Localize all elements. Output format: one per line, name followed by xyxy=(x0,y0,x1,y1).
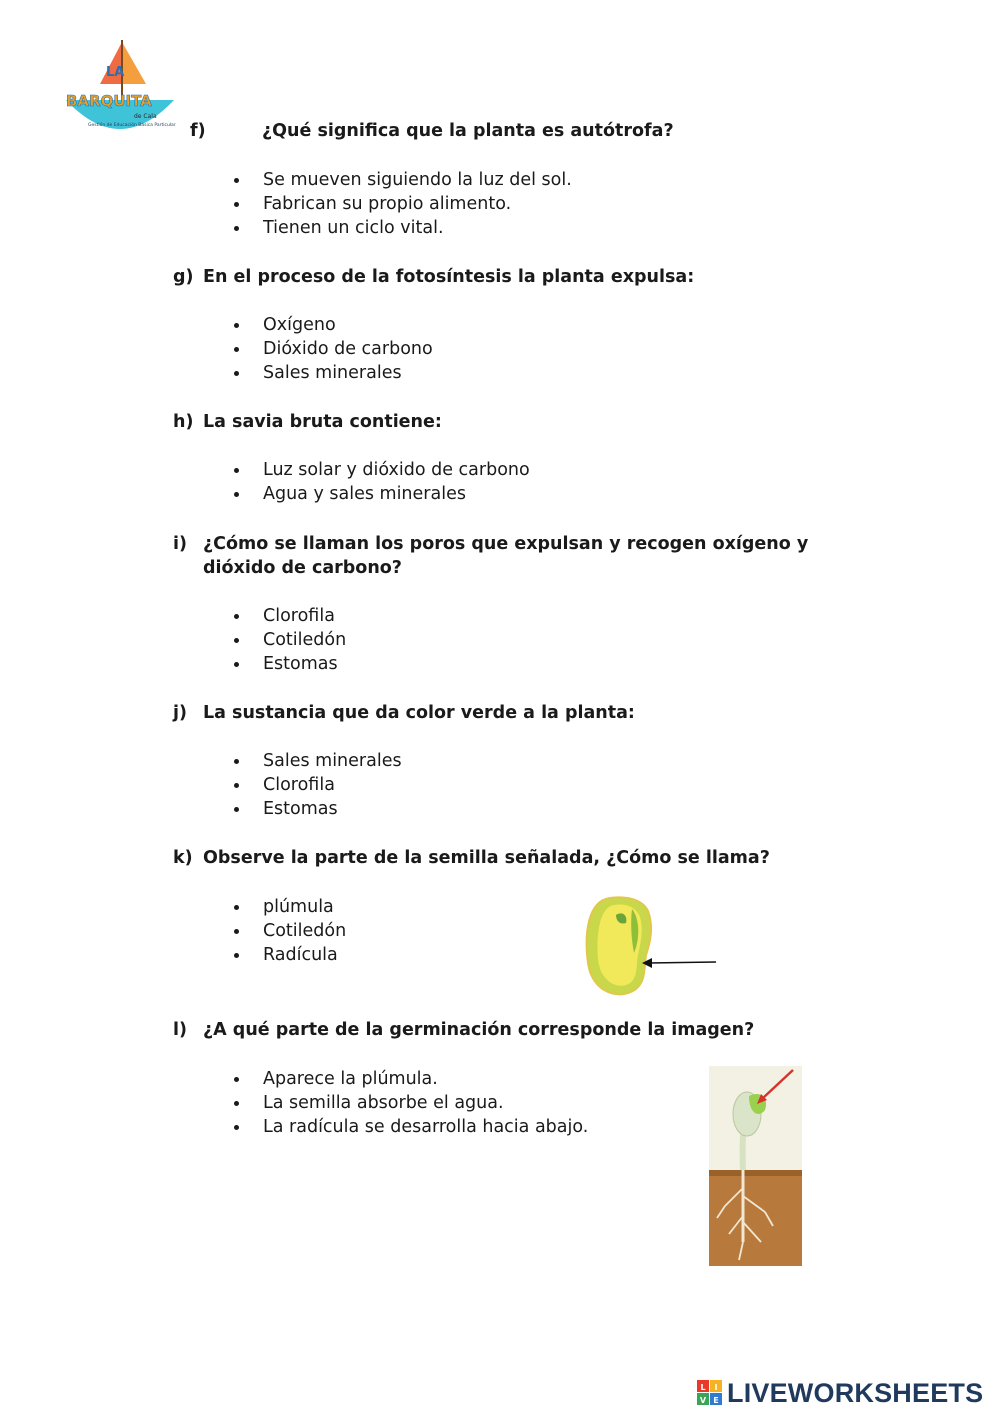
question-text: La savia bruta contiene: xyxy=(203,412,442,432)
question-k xyxy=(173,846,770,870)
option-item[interactable]: Sales minerales xyxy=(232,361,433,385)
options-list-f xyxy=(232,168,572,240)
option-item[interactable]: La semilla absorbe el agua. xyxy=(232,1091,588,1115)
svg-text:I: I xyxy=(714,1383,718,1392)
option-item[interactable]: Tienen un ciclo vital. xyxy=(232,216,572,240)
seed-figure xyxy=(580,893,725,1003)
options-list-j xyxy=(232,749,402,821)
option-item[interactable]: Luz solar y dióxido de carbono xyxy=(232,458,530,482)
question-letter: i) xyxy=(173,534,187,554)
svg-text:E: E xyxy=(713,1396,719,1405)
options-list-h xyxy=(232,458,530,506)
question-letter: j) xyxy=(173,703,187,723)
option-item[interactable]: Clorofila xyxy=(232,604,346,628)
option-item[interactable]: Se mueven siguiendo la luz del sol. xyxy=(232,168,572,192)
option-item[interactable]: Agua y sales minerales xyxy=(232,482,530,506)
brand-text: LIVEWORKSHEETS xyxy=(727,1377,984,1408)
options-list-k xyxy=(232,895,346,967)
liveworksheets-badge-icon xyxy=(697,1380,723,1406)
option-item[interactable]: Cotiledón xyxy=(232,919,346,943)
option-item[interactable]: Cotiledón xyxy=(232,628,346,652)
question-i xyxy=(173,532,853,580)
question-text: En el proceso de la fotosíntesis la planta expulsa: xyxy=(203,267,695,287)
options-list-l xyxy=(232,1067,588,1139)
question-text: La sustancia que da color verde a la planta: xyxy=(203,703,635,723)
question-text: ¿Cómo se llaman los poros que expulsan y recogen oxígeno y dióxido de carbono? xyxy=(203,534,809,578)
option-item[interactable]: La radícula se desarrolla hacia abajo. xyxy=(232,1115,588,1139)
question-text: ¿A qué parte de la germinación corresponde la imagen? xyxy=(203,1020,755,1040)
svg-text:V: V xyxy=(699,1396,707,1405)
logo-top-text: LA xyxy=(106,65,125,80)
question-letter: l) xyxy=(173,1020,187,1040)
question-text: ¿Qué significa que la planta es autótrofa? xyxy=(262,121,674,141)
option-item[interactable]: Aparece la plúmula. xyxy=(232,1067,588,1091)
option-item[interactable]: Sales minerales xyxy=(232,749,402,773)
question-letter: h) xyxy=(173,412,194,432)
question-f xyxy=(190,119,674,143)
option-item[interactable]: Oxígeno xyxy=(232,313,433,337)
option-item[interactable]: plúmula xyxy=(232,895,346,919)
logo-tagline-text: Gestión de Educación Básica Particular xyxy=(88,123,176,128)
logo-sub-text: de Cala xyxy=(134,113,157,120)
svg-text:L: L xyxy=(700,1383,706,1392)
germination-figure xyxy=(709,1066,802,1266)
question-j xyxy=(173,701,635,725)
option-item[interactable]: Clorofila xyxy=(232,773,402,797)
question-text: Observe la parte de la semilla señalada, ¿Cómo se llama? xyxy=(203,848,770,868)
school-logo xyxy=(62,38,180,144)
logo-main-text: BARQUITA xyxy=(66,92,152,110)
options-list-i xyxy=(232,604,346,676)
option-item[interactable]: Estomas xyxy=(232,797,402,821)
question-letter: k) xyxy=(173,848,193,868)
option-item[interactable]: Estomas xyxy=(232,652,346,676)
option-item[interactable]: Fabrican su propio alimento. xyxy=(232,192,572,216)
question-l xyxy=(173,1018,754,1042)
question-h xyxy=(173,410,442,434)
option-item[interactable]: Dióxido de carbono xyxy=(232,337,433,361)
option-item[interactable]: Radícula xyxy=(232,943,346,967)
question-g xyxy=(173,265,694,289)
question-letter: g) xyxy=(173,267,194,287)
question-letter: f) xyxy=(190,121,206,141)
liveworksheets-logo[interactable] xyxy=(697,1378,983,1408)
options-list-g xyxy=(232,313,433,385)
